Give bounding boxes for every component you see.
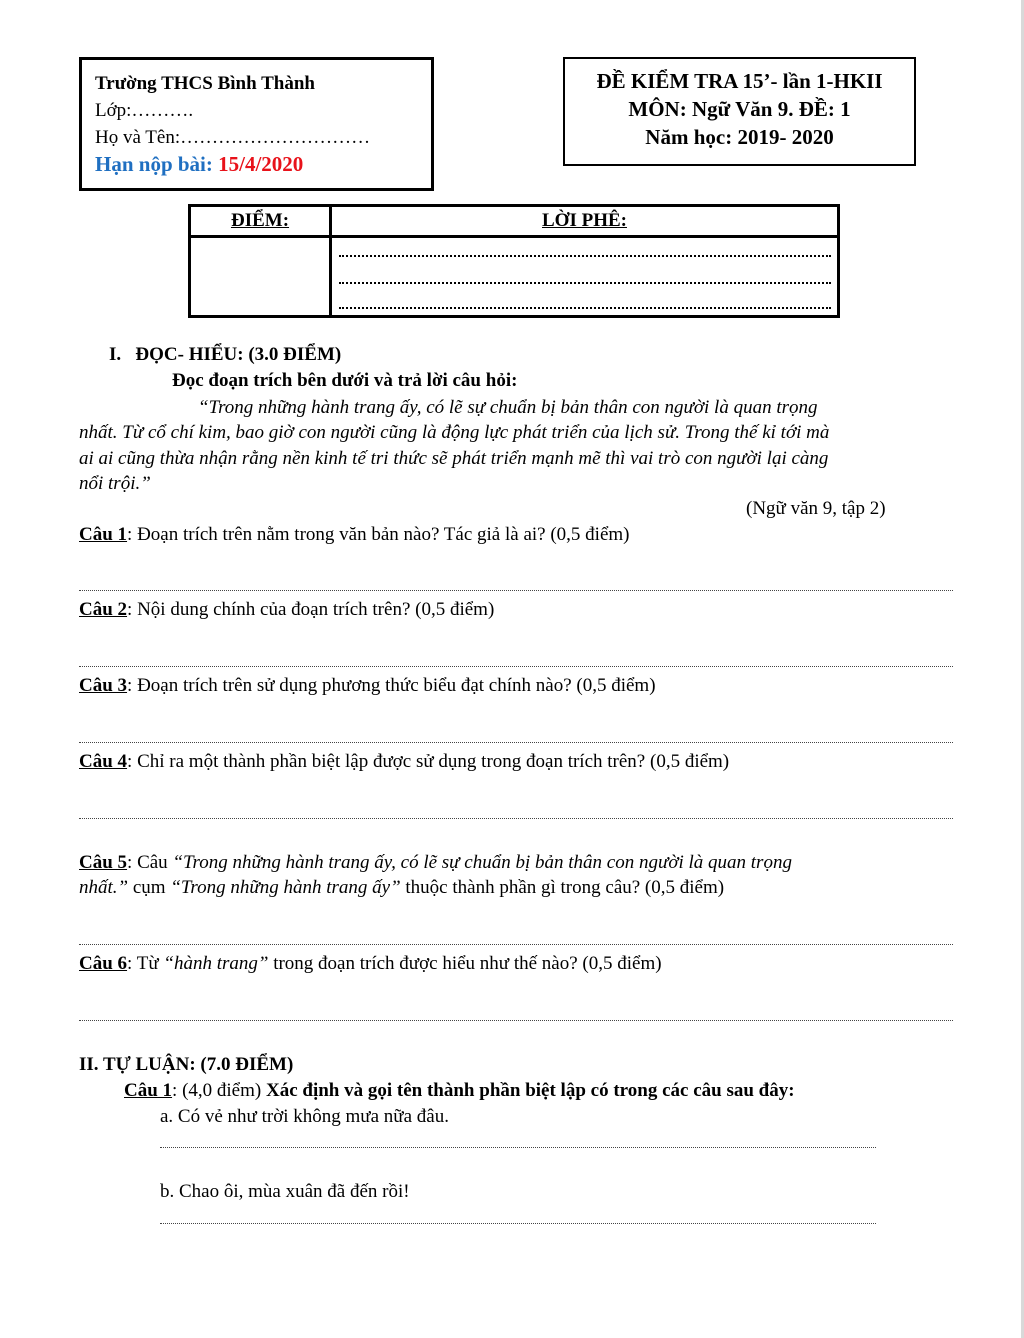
deadline-date: 15/4/2020 xyxy=(218,152,304,176)
item-b: b. Chao ôi, mùa xuân đã đến rồi! xyxy=(160,1181,410,1202)
q6-label: Câu 6 xyxy=(79,953,128,974)
q3-label: Câu 3 xyxy=(79,675,128,696)
exam-title-box xyxy=(563,57,916,166)
q1-label: Câu 1 xyxy=(79,524,128,545)
question-4 xyxy=(79,751,729,773)
answer-line-b[interactable] xyxy=(160,1223,876,1224)
question-6: Câu 6: Từ “hành trang” trong đoạn trích được hiểu như thế nào? (0,5 điểm) xyxy=(79,953,662,974)
passage-line: “Trong những hành trang ấy, có lẽ sự chuẩn bị bản thân con người là quan trọng xyxy=(198,397,818,418)
q5-label: Câu 5 xyxy=(79,852,128,873)
passage-line: ai ai cũng thừa nhận rằng nền kinh tế tri thức sẽ phát triển mạnh mẽ thì vai trò con người lại càng xyxy=(79,448,829,469)
comment-line[interactable] xyxy=(339,255,831,257)
class-field: Lớp:………. xyxy=(95,100,194,121)
p2-q1-text: Xác định và gọi tên thành phần biệt lập có trong các câu sau đây: xyxy=(265,1080,795,1101)
q5-quote: “Trong những hành trang ấy, có lẽ sự chuẩn bị bản thân con người là quan trọng xyxy=(172,852,792,873)
q2-text: : Nội dung chính của đoạn trích trên? (0,5 điểm) xyxy=(127,599,495,620)
answer-line-4[interactable] xyxy=(79,818,953,819)
part1-instruction: Đọc đoạn trích bên dưới và trả lời câu hỏi: xyxy=(172,370,518,391)
exam-title: ĐỀ KIỂM TRA 15’- lần 1-HKII xyxy=(596,69,883,93)
part1-number: I. xyxy=(109,344,122,365)
passage-source: (Ngữ văn 9, tập 2) xyxy=(746,498,886,519)
answer-line-3[interactable] xyxy=(79,742,953,743)
comment-line[interactable] xyxy=(339,282,831,284)
comment-line[interactable] xyxy=(339,307,831,309)
passage-line: nổi trội.” xyxy=(79,473,151,494)
comment-header: LỜI PHÊ: xyxy=(542,210,627,231)
answer-line-6[interactable] xyxy=(79,1020,953,1021)
q3-text: : Đoạn trích trên sử dụng phương thức biểu đạt chính nào? (0,5 điểm) xyxy=(127,675,656,696)
grade-table xyxy=(188,204,840,318)
deadline-label: Hạn nộp bài: xyxy=(95,152,213,176)
item-a: a. Có vẻ như trời không mưa nữa đâu. xyxy=(160,1106,449,1127)
q1-text: : Đoạn trích trên nằm trong văn bản nào? Tác giả là ai? (0,5 điểm) xyxy=(127,524,630,545)
school-info-box xyxy=(79,57,434,191)
q5-phrase: “Trong những hành trang ấy” xyxy=(170,877,401,898)
answer-line-2[interactable] xyxy=(79,666,953,667)
q4-text: : Chỉ ra một thành phần biệt lập được sử dụng trong đoạn trích trên? (0,5 điểm) xyxy=(127,751,730,772)
question-1 xyxy=(79,524,629,546)
part2-question-1: Câu 1: (4,0 điểm) Xác định và gọi tên thành phần biệt lập có trong các câu sau đây: xyxy=(124,1080,795,1101)
exam-year: Năm học: 2019- 2020 xyxy=(645,125,834,149)
part1-points: : (3.0 ĐIỂM) xyxy=(237,344,342,365)
answer-line-5[interactable] xyxy=(79,944,953,945)
part2-heading: II. TỰ LUẬN: (7.0 ĐIỂM) xyxy=(79,1054,294,1075)
name-field: Họ và Tên:………………………… xyxy=(95,127,371,148)
question-3 xyxy=(79,675,656,697)
q2-label: Câu 2 xyxy=(79,599,128,620)
answer-line-1[interactable] xyxy=(79,590,953,591)
question-5: Câu 5: Câu “Trong những hành trang ấy, có lẽ sự chuẩn bị bản thân con người là quan trọng xyxy=(79,852,792,873)
answer-line-a[interactable] xyxy=(160,1147,876,1148)
exam-subject: MÔN: Ngữ Văn 9. ĐỀ: 1 xyxy=(628,97,851,121)
score-header: ĐIỂM: xyxy=(230,210,290,231)
q4-label: Câu 4 xyxy=(79,751,128,772)
part1-heading: ĐỌC- HIỂU xyxy=(135,344,238,365)
passage-line: nhất. Từ cổ chí kim, bao giờ con người cũng là động lực phát triển của lịch sử. Trong thế kỉ tới mà xyxy=(79,422,830,443)
question-2 xyxy=(79,599,494,621)
school-name: Trường THCS Bình Thành xyxy=(95,73,315,94)
q6-quote: “hành trang” xyxy=(163,953,269,974)
p2-q1-label: Câu 1 xyxy=(124,1080,173,1101)
